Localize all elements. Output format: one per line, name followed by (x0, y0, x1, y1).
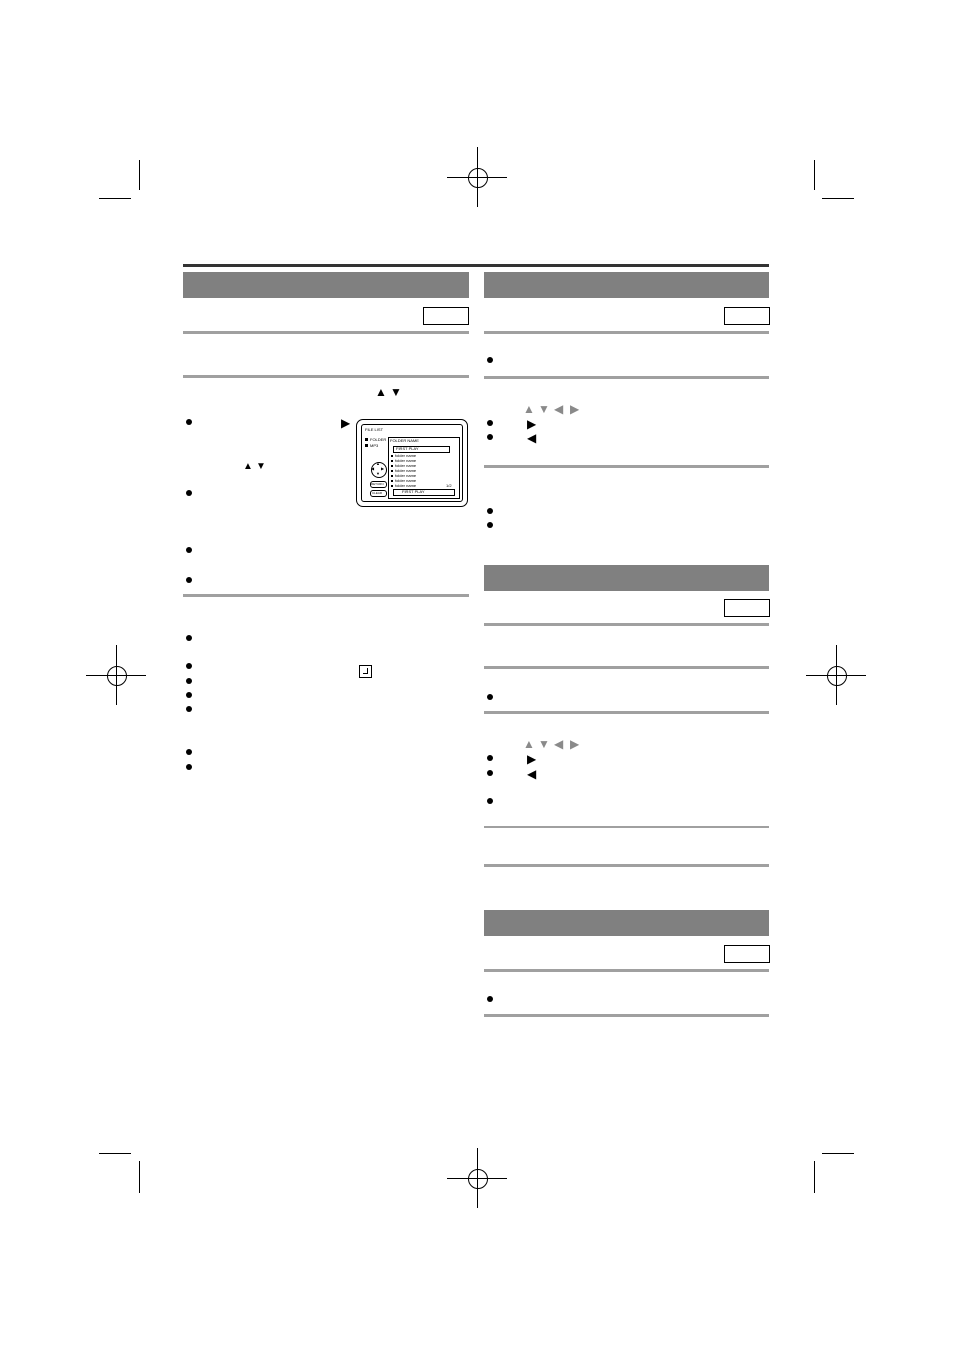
file-list-title: FILE LIST (365, 427, 384, 432)
down-arrow-icon: ▼ (390, 385, 402, 399)
enter-icon (359, 665, 372, 678)
registration-mark-top (447, 147, 507, 207)
down-arrow-icon: ▼ (538, 737, 550, 751)
folder-item-icon (391, 460, 393, 462)
right-divider-6 (484, 711, 769, 714)
return-label: RETURN (371, 482, 384, 486)
right-section-badge-3 (724, 945, 770, 963)
down-arrow-icon: ▼ (538, 402, 550, 416)
folder-item: folder name (395, 458, 417, 463)
left-bullet-11 (186, 764, 192, 770)
folder-name-header: FOLDER NAME (390, 438, 419, 443)
right-section-badge-1 (724, 307, 770, 325)
crop-mark-bottom-right-h (822, 1153, 854, 1154)
top-rule (183, 264, 769, 267)
folder-item: folder name (395, 468, 417, 473)
right-arrow-icon: ▶ (570, 737, 580, 751)
folder-label: FOLDER (370, 437, 387, 442)
left-bullet-7 (186, 678, 192, 684)
right-bullet-1 (487, 357, 493, 363)
crop-mark-top-right-v (814, 160, 815, 190)
file-list-screen (356, 419, 468, 507)
left-arrow-icon: ◀ (527, 431, 537, 445)
left-bullet-2 (186, 490, 192, 496)
right-section-header-1 (484, 272, 769, 298)
right-divider-10 (484, 1014, 769, 1017)
left-bullet-3 (186, 547, 192, 553)
right-arrow-icon: ▶ (341, 416, 351, 430)
folder-item: folder name (395, 473, 417, 478)
folder-item-icon (391, 485, 393, 487)
up-arrow-icon: ▲ (523, 402, 535, 416)
right-divider-4 (484, 623, 769, 626)
registration-mark-left (86, 645, 146, 705)
right-divider-1 (484, 331, 769, 334)
dpad-right-icon: ▶ (381, 466, 385, 471)
left-divider-3 (183, 594, 469, 597)
right-divider-7 (484, 826, 769, 828)
left-bullet-8 (186, 692, 192, 698)
left-arrow-icon: ◀ (554, 402, 564, 416)
down-arrow-icon: ▼ (256, 461, 266, 472)
crop-mark-top-left-v (139, 160, 140, 190)
folder-item: folder name (395, 463, 417, 468)
right-bullet-4 (487, 508, 493, 514)
right-bullet-2 (487, 420, 493, 426)
left-divider-1 (183, 331, 469, 334)
dpad-left-icon: ◀ (371, 466, 375, 471)
mp3-label: MP3 (370, 443, 379, 448)
left-bullet-1 (186, 419, 192, 425)
mp3-icon (365, 444, 368, 447)
folder-item-icon (391, 455, 393, 457)
right-bullet-5 (487, 522, 493, 528)
right-bullet-7 (487, 755, 493, 761)
registration-mark-right (806, 645, 866, 705)
folder-item-icon (391, 470, 393, 472)
clear-label: CLEAR (372, 491, 383, 495)
folder-icon (365, 438, 368, 441)
page-indicator: 1/2 (446, 483, 452, 488)
folder-item: folder name (395, 478, 417, 483)
right-divider-2 (484, 376, 769, 379)
right-divider-5 (484, 666, 769, 669)
left-arrow-icon: ◀ (554, 737, 564, 751)
left-arrow-icon: ◀ (527, 767, 537, 781)
folder-item-icon (391, 475, 393, 477)
crop-mark-bottom-right-v (814, 1161, 815, 1193)
folder-item-icon (391, 480, 393, 482)
right-divider-3 (484, 465, 769, 468)
right-arrow-icon: ▶ (527, 752, 537, 766)
file-list-screen-inner (361, 424, 463, 502)
right-section-header-2 (484, 565, 769, 591)
folder-item: folder name (395, 453, 417, 458)
first-play-top: FIRST PLAY (396, 446, 419, 451)
right-arrow-icon: ▶ (570, 402, 580, 416)
right-bullet-6 (487, 694, 493, 700)
up-arrow-icon: ▲ (243, 461, 253, 472)
folder-item-icon (391, 465, 393, 467)
right-section-header-3 (484, 910, 769, 936)
first-play-bottom: FIRST PLAY (402, 489, 425, 494)
left-section-header (183, 272, 469, 298)
right-bullet-3 (487, 434, 493, 440)
folder-item: folder name (395, 483, 417, 488)
registration-mark-bottom (447, 1148, 507, 1208)
right-arrow-icon: ▶ (527, 417, 537, 431)
dpad-down-icon: ▼ (376, 471, 380, 476)
right-bullet-8 (487, 770, 493, 776)
right-bullet-10 (487, 996, 493, 1002)
left-divider-2 (183, 375, 469, 378)
left-bullet-10 (186, 749, 192, 755)
left-bullet-4 (186, 577, 192, 583)
left-bullet-9 (186, 706, 192, 712)
right-section-badge-2 (724, 599, 770, 617)
right-divider-9 (484, 969, 769, 972)
dpad-up-icon: ▲ (376, 461, 380, 466)
up-arrow-icon: ▲ (523, 737, 535, 751)
crop-mark-bottom-left-v (139, 1161, 140, 1193)
crop-mark-bottom-left-h (99, 1153, 131, 1154)
left-bullet-6 (186, 663, 192, 669)
crop-mark-top-left-h (99, 198, 131, 199)
up-arrow-icon: ▲ (375, 385, 387, 399)
crop-mark-top-right-h (822, 198, 854, 199)
left-bullet-5 (186, 635, 192, 641)
right-divider-8 (484, 864, 769, 867)
left-section-badge (423, 307, 469, 325)
right-bullet-9 (487, 798, 493, 804)
